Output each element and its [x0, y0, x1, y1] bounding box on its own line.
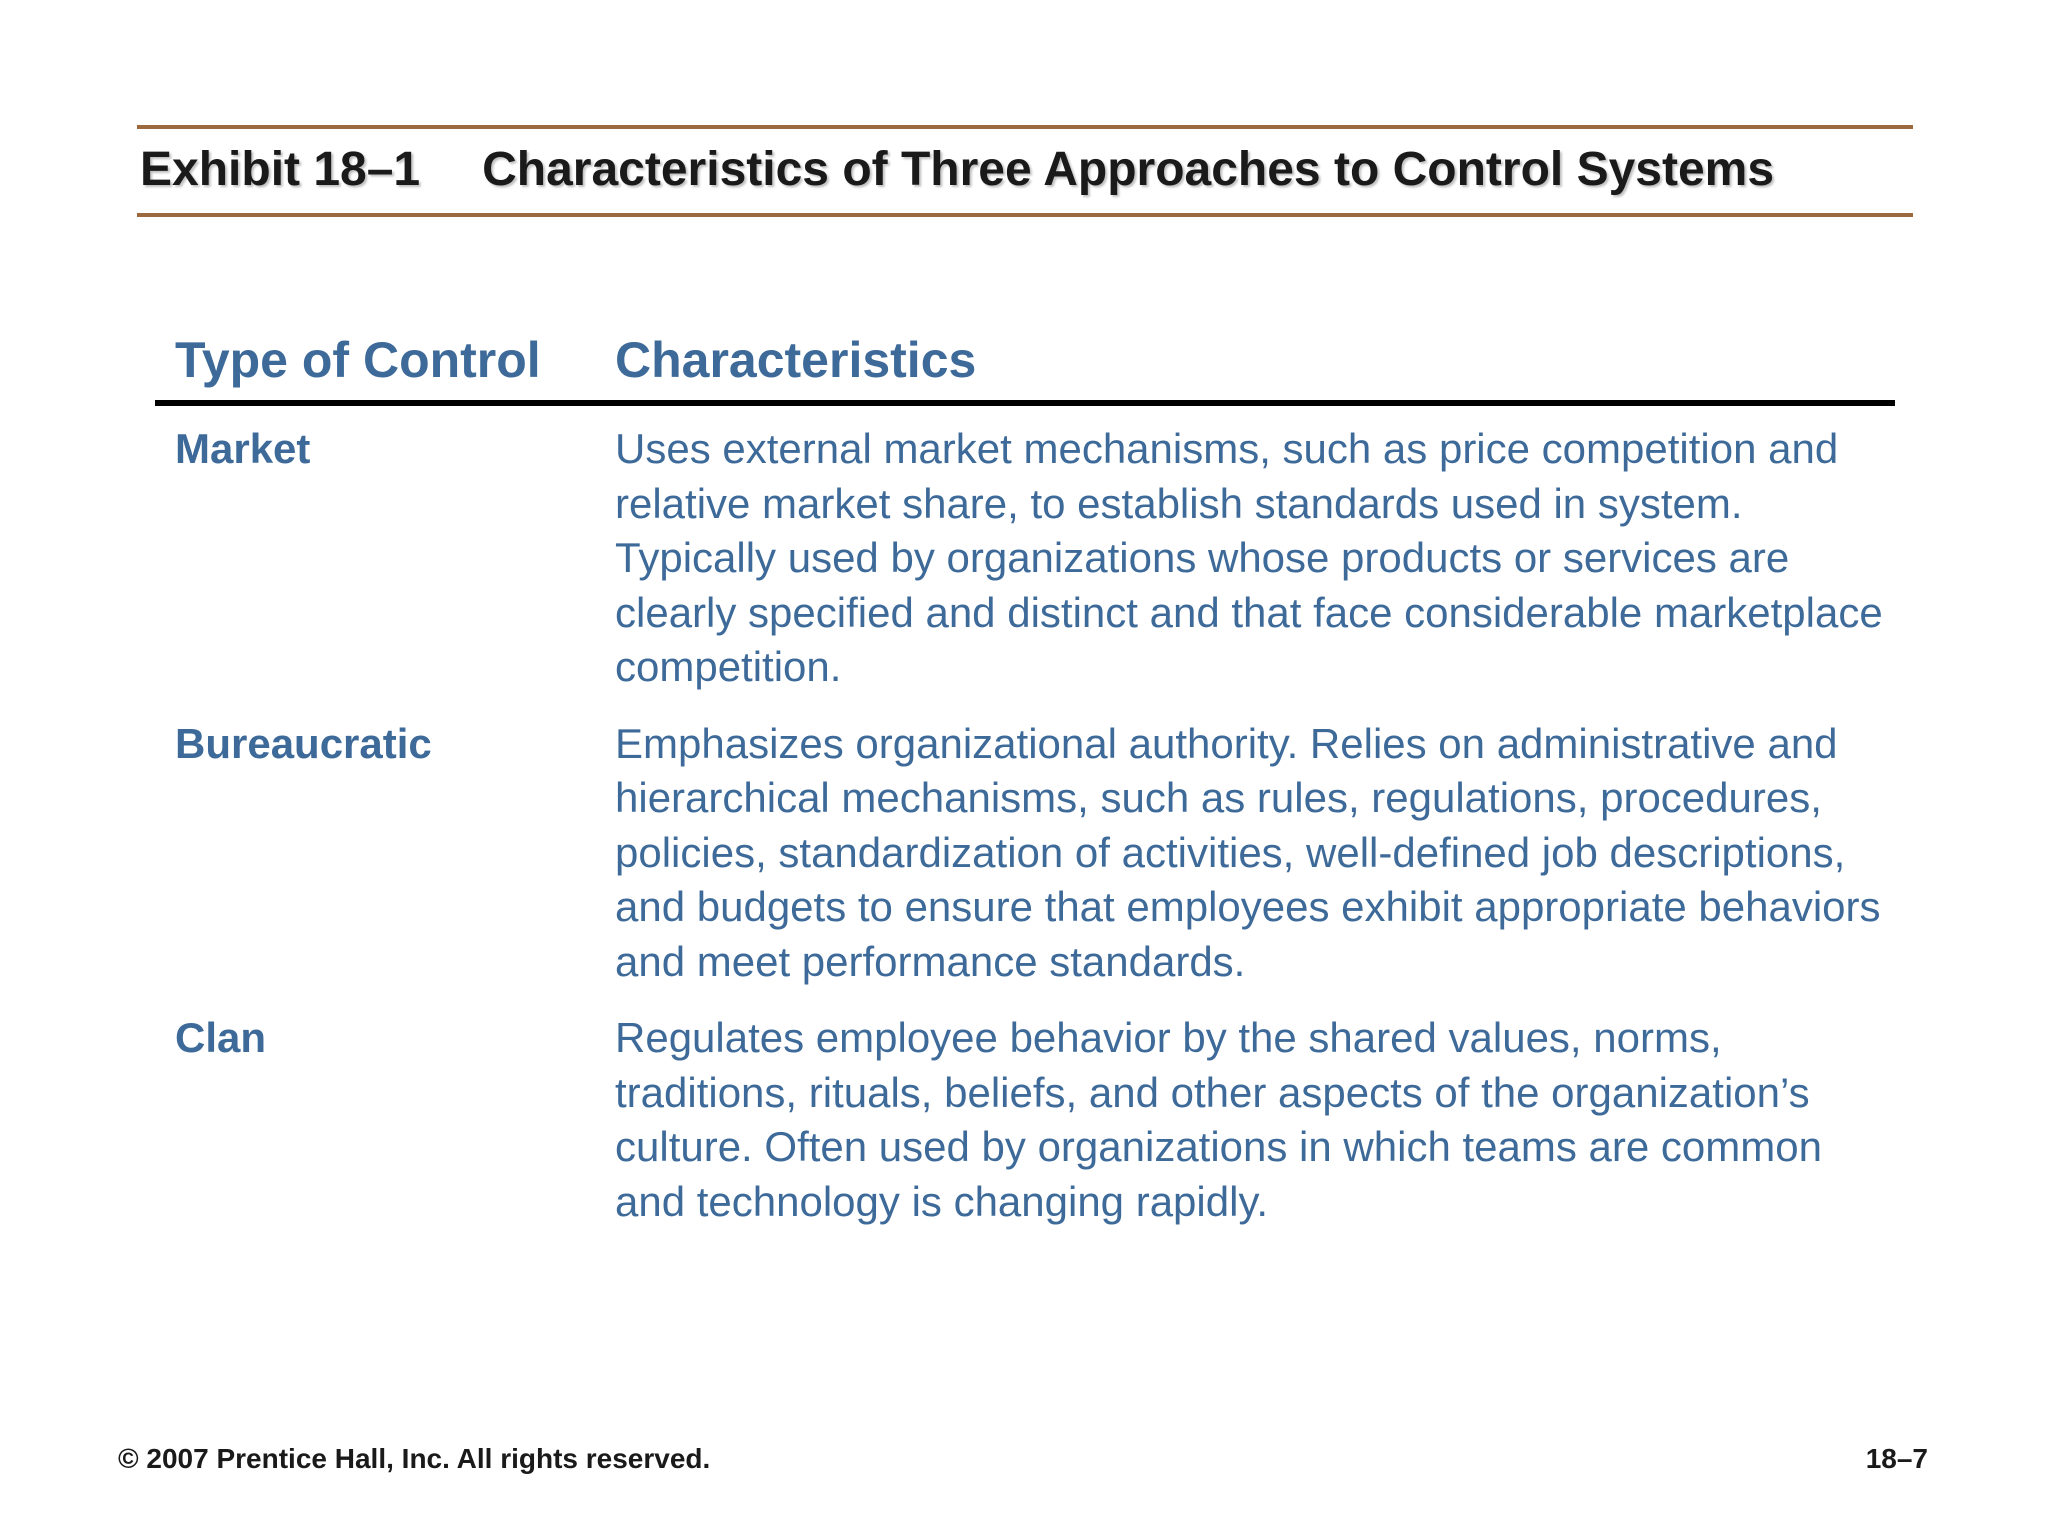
title-bottom-rule [137, 213, 1913, 217]
table-row-bureaucratic [155, 717, 1895, 990]
characteristics-bureaucratic: Emphasizes organizational authority. Relies on administrative and hierarchical mechanisms, such as rules, regulations, procedures, policies, standardization of activities, well-defined job descriptions, and budgets to ensure that employees exhibit appropriate behaviors and meet performance standards. [615, 719, 1881, 985]
characteristics-market: Uses external market mechanisms, such as price competition and relative market share, to establish standards used in system. Typically used by organizations whose products or services are clearly specified and distinct and that face considerable marketplace competition. [615, 425, 1883, 690]
characteristics-clan: Regulates employee behavior by the shared values, norms, traditions, rituals, beliefs, and other aspects of the organization’s culture. Often used by organizations in which teams are common and technology is changing rapidly. [615, 1014, 1822, 1225]
page-number: 18–7 [1865, 1443, 1928, 1474]
table-row-market [155, 422, 1895, 695]
header-type-of-control: Type of Control [175, 332, 541, 388]
exhibit-number: Exhibit 18–1 [140, 143, 421, 196]
table-row-clan [155, 1011, 1895, 1229]
header-characteristics: Characteristics [615, 332, 977, 388]
control-type-market: Market [175, 425, 311, 472]
control-type-bureaucratic: Bureaucratic [175, 719, 432, 767]
exhibit-title-text: Characteristics of Three Approaches to Control Systems [482, 143, 1775, 196]
copyright-notice: © 2007 Prentice Hall, Inc. All rights reserved. [118, 1443, 711, 1474]
control-types-table [155, 320, 1895, 1229]
title-top-rule [137, 125, 1913, 129]
control-type-clan: Clan [175, 1014, 267, 1061]
exhibit-title [140, 138, 1774, 202]
table-header-row [155, 320, 1895, 406]
